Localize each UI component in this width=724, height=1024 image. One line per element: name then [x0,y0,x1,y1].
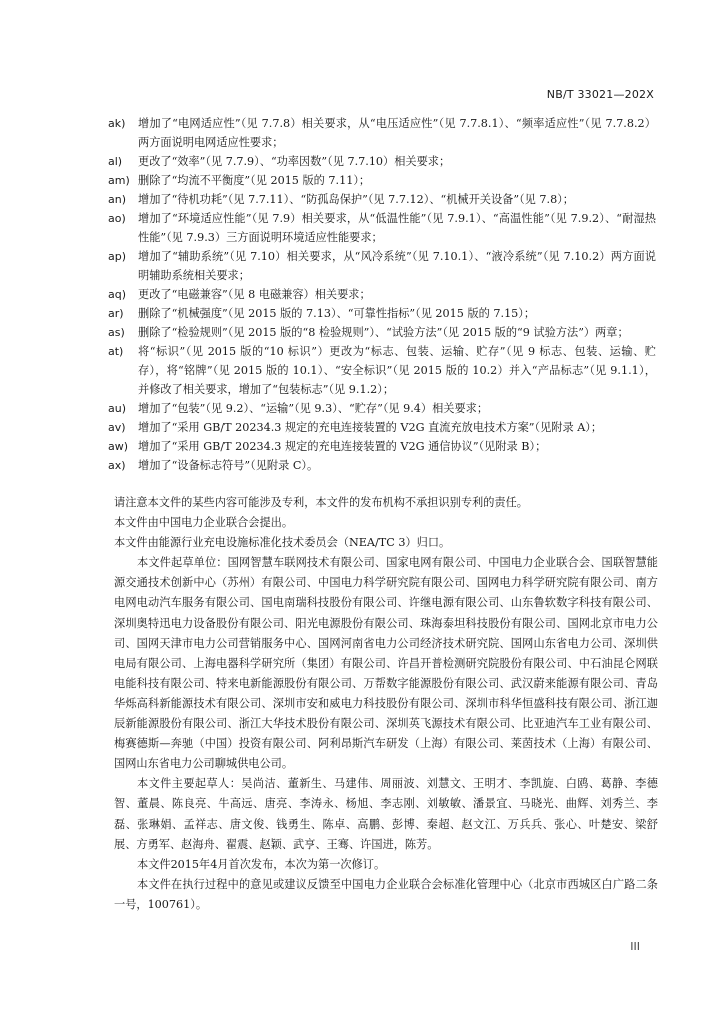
list-item-label: aq) [108,288,127,301]
body-paragraphs [114,493,658,915]
paragraph: 本文件在执行过程中的意见或建议反馈至中国电力企业联合会标准化管理中心（北京市西城区白广路二条一号，100761）。 [114,877,658,911]
list-item-text: 增加了“采用 GB/T 20234.3 规定的充电连接装置的 V2G 通信协议”（见附录 B）； [138,440,547,453]
list-item [108,247,656,285]
list-item-label: ar) [108,307,124,320]
paragraph: 本文件起草单位：国网智慧车联网技术有限公司、国家电网有限公司、中国电力企业联合会、国联智慧能源交通技术创新中心（苏州）有限公司、中国电力科学研究院有限公司、国网电力科学研究院有限公司、南方电网电动汽车服务有限公司、国电南瑞科技股份有限公司、许继电源有限公司、山东鲁软数字科技有限公司、深圳奥特迅电力设备股份有限公司、阳光电源股份有限公司、珠海泰坦科技股份有限公司、国网北京市电力公司、国网天津市电力公司营销服务中心、国网河南省电力公司经济技术研究院、国网山东省电力公司、深圳供电局有限公司、上海电器科学研究所（集团）有限公司、许昌开普检测研究院股份有限公司、中石油昆仑网联电能科技有限公司、特来电新能源股份有限公司、万帮数字能源股份有限公司、武汉蔚来能源有限公司、青岛华烁高科新能源技术有限公司、深圳市安和威电力科技股份有限公司、深圳市科华恒盛科技有限公司、浙江迦辰新能源股份有限公司、浙江大华技术股份有限公司、深圳英飞源技术有限公司、比亚迪汽车工业有限公司、梅赛德斯—奔驰（中国）投资有限公司、阿利昂斯汽车研发（上海）有限公司、莱茵技术（上海）有限公司、国网山东省电力公司聊城供电公司。 [114,556,658,771]
list-item-text: 增加了“环境适应性能”（见 7.9）相关要求，从“低温性能”（见 7.9.1）、“高温性能”（见 7.9.2）、“耐湿热性能”（见 7.9.3）三方面说明环境适应性能要求； [138,212,656,244]
list-item-label: ak) [108,117,126,130]
list-item-text: 增加了“待机功耗”（见 7.7.11）、“防孤岛保护”（见 7.7.12）、“机械开关设备”（见 7.8）； [138,193,574,206]
list-item-label: an) [108,193,127,206]
list-item [108,437,656,456]
list-item [108,285,656,304]
page-number: III [630,940,640,953]
list-item-text: 增加了“辅助系统”（见 7.10）相关要求，从“风冷系统”（见 7.10.1）、“液冷系统”（见 7.10.2）两方面说明辅助系统相关要求； [138,250,656,282]
list-item [108,342,656,399]
list-item-text: 增加了“包装”（见 9.2）、“运输”（见 9.3）、“贮存”（见 9.4）相关要求； [138,402,489,415]
list-item-label: am) [108,174,130,187]
list-item-text: 增加了“设备标志符号”（见附录 C）。 [138,459,319,472]
paragraph: 本文件由中国电力企业联合会提出。 [114,516,294,530]
paragraph: 请注意本文件的某些内容可能涉及专利，本文件的发布机构不承担识别专利的责任。 [114,496,528,509]
list-item [108,209,656,247]
list-item-text: 更改了“效率”（见 7.7.9）、“功率因数”（见 7.7.10）相关要求； [138,155,451,168]
list-item-text: 更改了“电磁兼容”（见 8 电磁兼容）相关要求； [138,288,371,301]
list-item [108,399,656,418]
list-item-text: 删除了“检验规则”（见 2015 版的“8 检验规则”）、“试验方法”（见 2015 版的“9 试验方法”）两章； [138,326,629,339]
list-item [108,456,656,475]
list-item-text: 删除了“均流不平衡度”（见 2015 版的 7.11）； [138,174,371,187]
list-item [108,152,656,171]
list-item-label: al) [108,155,123,168]
list-item-label: at) [108,345,124,358]
paragraph: 本文件2015年4月首次发布，本次为第一次修订。 [137,857,386,871]
change-list [108,114,656,475]
list-item-label: ax) [108,459,126,472]
paragraph: 本文件由能源行业充电设施标准化技术委员会（NEA/TC 3）归口。 [114,536,451,550]
list-item [108,418,656,437]
list-item-label: aw) [108,440,129,453]
list-item-text: 将“标识”（见 2015 版的“10 标识”）更改为“标志、包装、运输、贮存”（见 9 标志、包装、运输、贮存），将“铭牌”（见 2015 版的 10.1）、“安全标识”（见 2015 版的 10.2）并入“产品标志”（见 9.1.1），并修改了相关要求，增加了“包装标志”（见 9.1.2）； [138,345,656,396]
list-item-label: as) [108,326,125,339]
list-item-label: ao) [108,212,126,225]
list-item [108,114,656,152]
list-item-text: 增加了“采用 GB/T 20234.3 规定的充电连接装置的 V2G 直流充放电技术方案”（见附录 A）； [138,421,603,434]
list-item [108,171,656,190]
paragraph: 本文件主要起草人：吴尚洁、董新生、马建伟、周丽波、刘慧文、王明才、李凯旋、白鸥、葛静、李德智、董晨、陈良亮、牛高远、唐亮、李涛永、杨旭、李志刚、刘敏敏、潘景宜、马晓光、曲辉、刘秀兰、李磊、张琳娟、孟祥志、唐文俊、钱勇生、陈卓、高鹏、彭博、秦超、赵文江、万兵兵、张心、叶楚安、梁舒展、方勇军、赵海舟、翟震、赵颖、武亨、王骞、许国进，陈芳。 [114,777,658,851]
list-item-text: 增加了“电网适应性”（见 7.7.8）相关要求，从“电压适应性”（见 7.7.8.1）、“频率适应性”（见 7.7.8.2）两方面说明电网适应性要求； [138,117,656,149]
list-item-label: av) [108,421,126,434]
list-item-text: 删除了“机械强度”（见 2015 版的 7.13）、“可靠性指标”（见 2015 版的 7.15）； [138,307,536,320]
list-item-label: ap) [108,250,127,263]
list-item [108,190,656,209]
document-id: NB/T 33021—202X [546,88,654,101]
list-item [108,304,656,323]
list-item-label: au) [108,402,127,415]
list-item [108,323,656,342]
